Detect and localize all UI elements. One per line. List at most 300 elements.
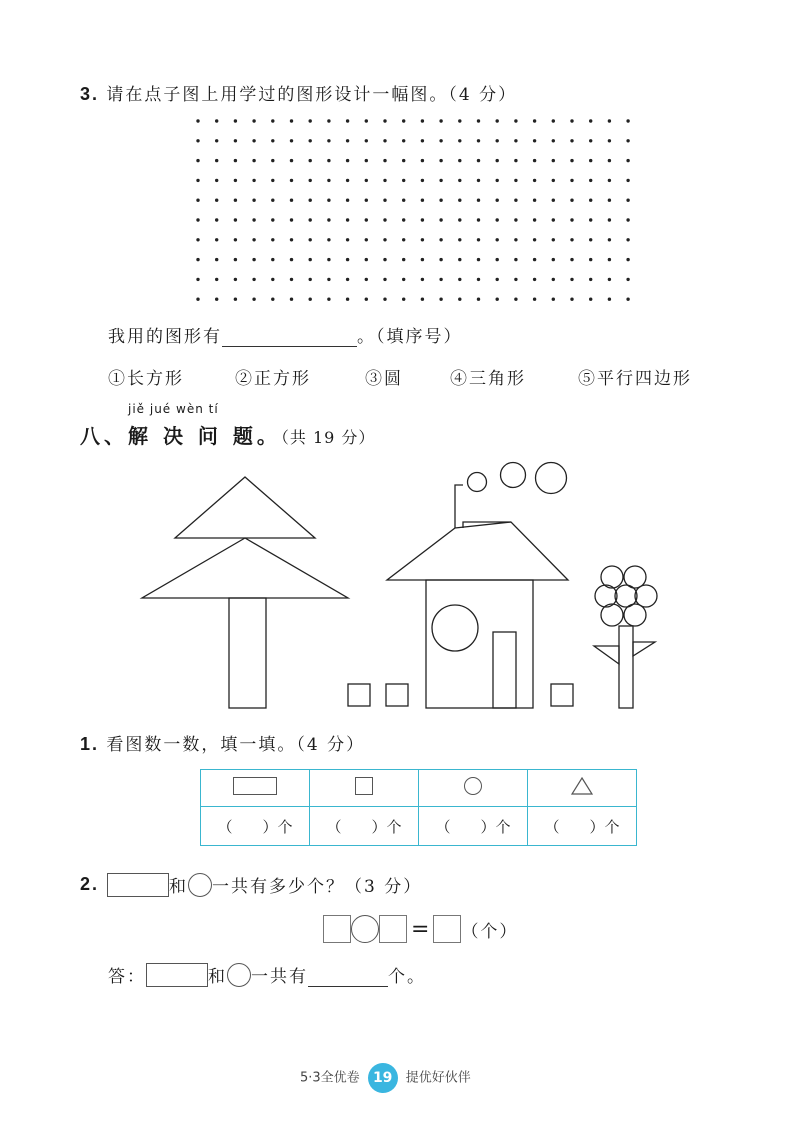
grid-dot[interactable] [234, 218, 237, 221]
grid-dot[interactable] [383, 298, 386, 301]
q3-number: 3. [80, 84, 100, 104]
grid-dot[interactable] [327, 278, 330, 281]
square-count-cell[interactable]: （ ）个 [310, 807, 419, 846]
q3-text: 请在点子图上用学过的图形设计一幅图。（4 分） [106, 85, 518, 105]
header-square [310, 770, 419, 807]
q3-blank[interactable] [222, 346, 357, 347]
grid-dot[interactable] [458, 238, 461, 241]
p1-text: 看图数一数，填一填。（4 分） [106, 735, 366, 755]
grid-dot[interactable] [589, 238, 592, 241]
grid-dot[interactable] [252, 298, 255, 301]
grid-dot[interactable] [215, 258, 218, 261]
grid-dot[interactable] [626, 139, 629, 142]
chimney-left [455, 485, 463, 528]
grid-dot[interactable] [327, 159, 330, 162]
section8-pinyin: jiě jué wèn tí [128, 402, 219, 416]
grid-dot[interactable] [383, 238, 386, 241]
grid-dot[interactable] [608, 218, 611, 221]
grid-dot[interactable] [346, 139, 349, 142]
grid-dot[interactable] [608, 119, 611, 122]
grid-dot[interactable] [234, 258, 237, 261]
grid-dot[interactable] [252, 199, 255, 202]
grid-dot[interactable] [496, 179, 499, 182]
grid-dot[interactable] [327, 258, 330, 261]
grid-dot[interactable] [552, 139, 555, 142]
grid-dot[interactable] [383, 258, 386, 261]
grid-dot[interactable] [271, 119, 274, 122]
grid-dot[interactable] [234, 159, 237, 162]
grid-dot[interactable] [421, 258, 424, 261]
grid-dot[interactable] [589, 179, 592, 182]
grid-dot[interactable] [309, 278, 312, 281]
grid-dot[interactable] [477, 238, 480, 241]
grid-dot[interactable] [252, 119, 255, 122]
grid-dot[interactable] [215, 179, 218, 182]
tree-bottom-triangle [142, 538, 348, 598]
grid-dot[interactable] [309, 159, 312, 162]
grid-dot[interactable] [402, 278, 405, 281]
square-1 [348, 684, 370, 706]
equation-unit: （个） [461, 921, 519, 942]
grid-dot[interactable] [570, 119, 573, 122]
grid-dot[interactable] [234, 179, 237, 182]
grid-dot[interactable] [514, 238, 517, 241]
shape-picture [0, 450, 800, 720]
grid-dot[interactable] [402, 179, 405, 182]
grid-dot[interactable] [496, 278, 499, 281]
grid-dot[interactable] [570, 218, 573, 221]
grid-dot[interactable] [196, 218, 199, 221]
grid-dot[interactable] [608, 179, 611, 182]
grid-dot[interactable] [309, 119, 312, 122]
grid-dot[interactable] [309, 218, 312, 221]
grid-dot[interactable] [421, 278, 424, 281]
grid-dot[interactable] [290, 199, 293, 202]
grid-dot[interactable] [290, 258, 293, 261]
house-door [493, 632, 516, 708]
q3-option-4: ④三角形 [450, 369, 526, 389]
grid-dot[interactable] [552, 119, 555, 122]
grid-dot[interactable] [589, 159, 592, 162]
grid-dot[interactable] [514, 258, 517, 261]
grid-dot[interactable] [215, 199, 218, 202]
square-icon [355, 777, 373, 795]
grid-dot[interactable] [421, 179, 424, 182]
equation-box-1[interactable] [323, 915, 351, 943]
grid-dot[interactable] [477, 139, 480, 142]
grid-dot[interactable] [552, 179, 555, 182]
grid-dot[interactable] [458, 139, 461, 142]
grid-dot[interactable] [533, 119, 536, 122]
grid-dot[interactable] [439, 199, 442, 202]
grid-dot[interactable] [196, 179, 199, 182]
grid-dot[interactable] [439, 238, 442, 241]
grid-dot[interactable] [196, 159, 199, 162]
grid-dot[interactable] [439, 278, 442, 281]
grid-dot[interactable] [608, 258, 611, 261]
grid-dot[interactable] [439, 218, 442, 221]
grid-dot[interactable] [421, 119, 424, 122]
grid-dot[interactable] [439, 159, 442, 162]
grid-dot[interactable] [533, 139, 536, 142]
grid-dot[interactable] [215, 119, 218, 122]
grid-dot[interactable] [271, 278, 274, 281]
grid-dot[interactable] [383, 179, 386, 182]
triangle-icon [571, 777, 593, 795]
grid-dot[interactable] [439, 119, 442, 122]
count-table [200, 769, 637, 846]
grid-dot[interactable] [252, 139, 255, 142]
grid-dot[interactable] [290, 278, 293, 281]
grid-dot[interactable] [215, 238, 218, 241]
grid-dot[interactable] [626, 179, 629, 182]
q3-fill-line [108, 322, 463, 347]
grid-dot[interactable] [552, 199, 555, 202]
grid-dot[interactable] [290, 298, 293, 301]
grid-dot[interactable] [514, 139, 517, 142]
grid-dot[interactable] [252, 278, 255, 281]
grid-dot[interactable] [365, 179, 368, 182]
grid-dot[interactable] [570, 238, 573, 241]
grid-dot[interactable] [402, 238, 405, 241]
grid-dot[interactable] [439, 258, 442, 261]
grid-dot[interactable] [252, 238, 255, 241]
grid-dot[interactable] [327, 199, 330, 202]
tree-top-triangle [175, 477, 315, 538]
grid-dot[interactable] [514, 199, 517, 202]
grid-dot[interactable] [365, 278, 368, 281]
grid-dot[interactable] [346, 199, 349, 202]
operator-circle[interactable] [351, 915, 379, 943]
grid-dot[interactable] [458, 258, 461, 261]
grid-dot[interactable] [589, 298, 592, 301]
answer-blank[interactable] [308, 966, 388, 987]
grid-dot[interactable] [439, 179, 442, 182]
grid-dot[interactable] [458, 218, 461, 221]
rectangle-count-cell[interactable]: （ ）个 [201, 807, 310, 846]
grid-dot[interactable] [271, 298, 274, 301]
p1-number: 1. [80, 734, 100, 754]
smoke-medium [501, 463, 526, 488]
grid-dot[interactable] [365, 159, 368, 162]
grid-dot[interactable] [290, 218, 293, 221]
grid-dot[interactable] [421, 199, 424, 202]
grid-dot[interactable] [570, 139, 573, 142]
grid-dot[interactable] [626, 218, 629, 221]
grid-dot[interactable] [477, 258, 480, 261]
grid-dot[interactable] [402, 159, 405, 162]
equation-box-2[interactable] [379, 915, 407, 943]
footer-left: 5·3全优卷 [300, 1070, 360, 1086]
smoke-small [468, 473, 487, 492]
grid-dot[interactable] [234, 119, 237, 122]
grid-dot[interactable] [421, 159, 424, 162]
grid-dot[interactable] [570, 258, 573, 261]
grid-dot[interactable] [477, 159, 480, 162]
rectangle-icon [233, 777, 277, 795]
grid-dot[interactable] [196, 139, 199, 142]
grid-dot[interactable] [514, 298, 517, 301]
grid-dot[interactable] [626, 238, 629, 241]
house-body [426, 580, 533, 708]
grid-dot[interactable] [421, 238, 424, 241]
header-circle [419, 770, 528, 807]
grid-dot[interactable] [552, 258, 555, 261]
grid-dot[interactable] [533, 179, 536, 182]
grid-dot[interactable] [402, 139, 405, 142]
grid-dot[interactable] [589, 199, 592, 202]
grid-dot[interactable] [477, 298, 480, 301]
grid-dot[interactable] [589, 258, 592, 261]
footer-right: 提优好伙伴 [405, 1070, 471, 1086]
grid-dot[interactable] [421, 298, 424, 301]
circle-icon [227, 963, 251, 987]
grid-dot[interactable] [346, 218, 349, 221]
dot-grid[interactable] [190, 115, 640, 305]
grid-dot[interactable] [252, 179, 255, 182]
grid-dot[interactable] [196, 119, 199, 122]
grid-dot[interactable] [570, 199, 573, 202]
grid-dot[interactable] [608, 199, 611, 202]
grid-dot[interactable] [626, 278, 629, 281]
grid-dot[interactable] [383, 139, 386, 142]
grid-dot[interactable] [477, 199, 480, 202]
grid-dot[interactable] [271, 258, 274, 261]
grid-dot[interactable] [439, 298, 442, 301]
grid-dot[interactable] [496, 159, 499, 162]
grid-dot[interactable] [533, 238, 536, 241]
grid-dot[interactable] [290, 179, 293, 182]
grid-dot[interactable] [608, 278, 611, 281]
grid-dot[interactable] [589, 278, 592, 281]
answer-suffix: 个。 [388, 967, 426, 987]
grid-dot[interactable] [365, 298, 368, 301]
grid-dot[interactable] [477, 218, 480, 221]
grid-dot[interactable] [196, 298, 199, 301]
circle-icon [464, 777, 482, 795]
grid-dot[interactable] [533, 258, 536, 261]
q3-option-2: ②正方形 [235, 369, 311, 389]
grid-dot[interactable] [234, 139, 237, 142]
grid-dot[interactable] [514, 119, 517, 122]
grid-dot[interactable] [365, 139, 368, 142]
grid-dot[interactable] [496, 258, 499, 261]
grid-dot[interactable] [514, 179, 517, 182]
grid-dot[interactable] [271, 179, 274, 182]
grid-dot[interactable] [346, 238, 349, 241]
grid-dot[interactable] [271, 238, 274, 241]
grid-dot[interactable] [196, 238, 199, 241]
grid-dot[interactable] [383, 199, 386, 202]
circle-count-cell[interactable]: （ ）个 [419, 807, 528, 846]
grid-dot[interactable] [589, 218, 592, 221]
grid-dot[interactable] [533, 199, 536, 202]
grid-dot[interactable] [477, 179, 480, 182]
grid-dot[interactable] [514, 159, 517, 162]
q3-fill-prefix: 我用的图形有 [108, 327, 222, 347]
grid-dot[interactable] [421, 218, 424, 221]
grid-dot[interactable] [458, 199, 461, 202]
grid-dot[interactable] [234, 238, 237, 241]
grid-dot[interactable] [477, 119, 480, 122]
grid-dot[interactable] [458, 119, 461, 122]
grid-dot[interactable] [309, 199, 312, 202]
section8-title: 八、解 决 问 题。 [80, 424, 281, 448]
grid-dot[interactable] [421, 139, 424, 142]
grid-dot[interactable] [365, 258, 368, 261]
grid-dot[interactable] [570, 159, 573, 162]
grid-dot[interactable] [271, 199, 274, 202]
grid-dot[interactable] [383, 119, 386, 122]
grid-dot[interactable] [327, 238, 330, 241]
grid-dot[interactable] [383, 278, 386, 281]
grid-dot[interactable] [589, 139, 592, 142]
page-number-badge: 19 [368, 1063, 398, 1093]
section8-heading [80, 420, 375, 449]
grid-dot[interactable] [589, 119, 592, 122]
grid-dot[interactable] [252, 258, 255, 261]
grid-dot[interactable] [458, 159, 461, 162]
smoke-large [536, 463, 567, 494]
grid-dot[interactable] [252, 159, 255, 162]
grid-dot[interactable] [290, 119, 293, 122]
grid-dot[interactable] [570, 179, 573, 182]
grid-dot[interactable] [215, 298, 218, 301]
grid-dot[interactable] [608, 238, 611, 241]
grid-dot[interactable] [608, 159, 611, 162]
grid-dot[interactable] [496, 238, 499, 241]
grid-dot[interactable] [346, 119, 349, 122]
grid-dot[interactable] [309, 298, 312, 301]
section8-points: （共 19 分） [280, 428, 376, 447]
grid-dot[interactable] [346, 258, 349, 261]
grid-dot[interactable] [365, 119, 368, 122]
grid-dot[interactable] [290, 238, 293, 241]
grid-dot[interactable] [252, 218, 255, 221]
circle-icon [188, 873, 212, 897]
grid-dot[interactable] [309, 139, 312, 142]
grid-dot[interactable] [458, 278, 461, 281]
leaf-left [594, 646, 619, 664]
grid-dot[interactable] [346, 179, 349, 182]
grid-dot[interactable] [365, 238, 368, 241]
grid-dot[interactable] [458, 179, 461, 182]
grid-dot[interactable] [533, 218, 536, 221]
triangle-count-cell[interactable]: （ ）个 [528, 807, 637, 846]
grid-dot[interactable] [626, 199, 629, 202]
grid-dot[interactable] [496, 218, 499, 221]
grid-dot[interactable] [552, 218, 555, 221]
tree-trunk [229, 598, 266, 708]
house-window [432, 605, 478, 651]
grid-dot[interactable] [309, 258, 312, 261]
answer-mid: 一共有 [251, 967, 308, 987]
grid-dot[interactable] [552, 298, 555, 301]
grid-dot[interactable] [477, 278, 480, 281]
grid-dot[interactable] [533, 159, 536, 162]
grid-dot[interactable] [626, 258, 629, 261]
grid-dot[interactable] [514, 278, 517, 281]
grid-dot[interactable] [271, 159, 274, 162]
grid-dot[interactable] [402, 119, 405, 122]
grid-dot[interactable] [346, 298, 349, 301]
grid-dot[interactable] [271, 218, 274, 221]
grid-dot[interactable] [215, 278, 218, 281]
house-roof [387, 522, 568, 580]
grid-dot[interactable] [570, 278, 573, 281]
equation-result-box[interactable] [433, 915, 461, 943]
grid-dot[interactable] [626, 298, 629, 301]
grid-dot[interactable] [458, 298, 461, 301]
grid-dot[interactable] [346, 278, 349, 281]
grid-dot[interactable] [234, 278, 237, 281]
grid-dot[interactable] [215, 218, 218, 221]
grid-dot[interactable] [327, 218, 330, 221]
grid-dot[interactable] [327, 298, 330, 301]
grid-dot[interactable] [234, 298, 237, 301]
grid-dot[interactable] [608, 298, 611, 301]
p2-number: 2. [80, 874, 100, 894]
grid-dot[interactable] [327, 139, 330, 142]
grid-dot[interactable] [533, 278, 536, 281]
grid-dot[interactable] [552, 278, 555, 281]
q3-option-1: ①长方形 [108, 369, 184, 389]
grid-dot[interactable] [552, 159, 555, 162]
grid-dot[interactable] [271, 139, 274, 142]
grid-dot[interactable] [496, 199, 499, 202]
grid-dot[interactable] [215, 139, 218, 142]
grid-dot[interactable] [439, 139, 442, 142]
grid-dot[interactable] [626, 119, 629, 122]
grid-dot[interactable] [365, 199, 368, 202]
grid-dot[interactable] [383, 218, 386, 221]
rectangle-icon [107, 873, 169, 897]
grid-dot[interactable] [290, 139, 293, 142]
grid-dot[interactable] [234, 199, 237, 202]
grid-dot[interactable] [496, 139, 499, 142]
p2-and: 和 [169, 877, 189, 897]
grid-dot[interactable] [309, 238, 312, 241]
grid-dot[interactable] [196, 199, 199, 202]
grid-dot[interactable] [514, 218, 517, 221]
grid-dot[interactable] [365, 218, 368, 221]
grid-dot[interactable] [290, 159, 293, 162]
grid-dot[interactable] [570, 298, 573, 301]
grid-dot[interactable] [309, 179, 312, 182]
grid-dot[interactable] [196, 258, 199, 261]
equals-sign: = [411, 916, 430, 942]
grid-dot[interactable] [608, 139, 611, 142]
grid-dot[interactable] [496, 298, 499, 301]
flower-stem [619, 626, 633, 708]
grid-dot[interactable] [626, 159, 629, 162]
grid-dot[interactable] [402, 258, 405, 261]
grid-dot[interactable] [383, 159, 386, 162]
grid-dot[interactable] [327, 119, 330, 122]
grid-dot[interactable] [552, 238, 555, 241]
grid-dot[interactable] [346, 159, 349, 162]
grid-dot[interactable] [402, 298, 405, 301]
grid-dot[interactable] [402, 199, 405, 202]
square-2 [386, 684, 408, 706]
grid-dot[interactable] [215, 159, 218, 162]
answer-line [108, 962, 426, 987]
grid-dot[interactable] [533, 298, 536, 301]
grid-dot[interactable] [496, 119, 499, 122]
grid-dot[interactable] [402, 218, 405, 221]
grid-dot[interactable] [196, 278, 199, 281]
grid-dot[interactable] [327, 179, 330, 182]
